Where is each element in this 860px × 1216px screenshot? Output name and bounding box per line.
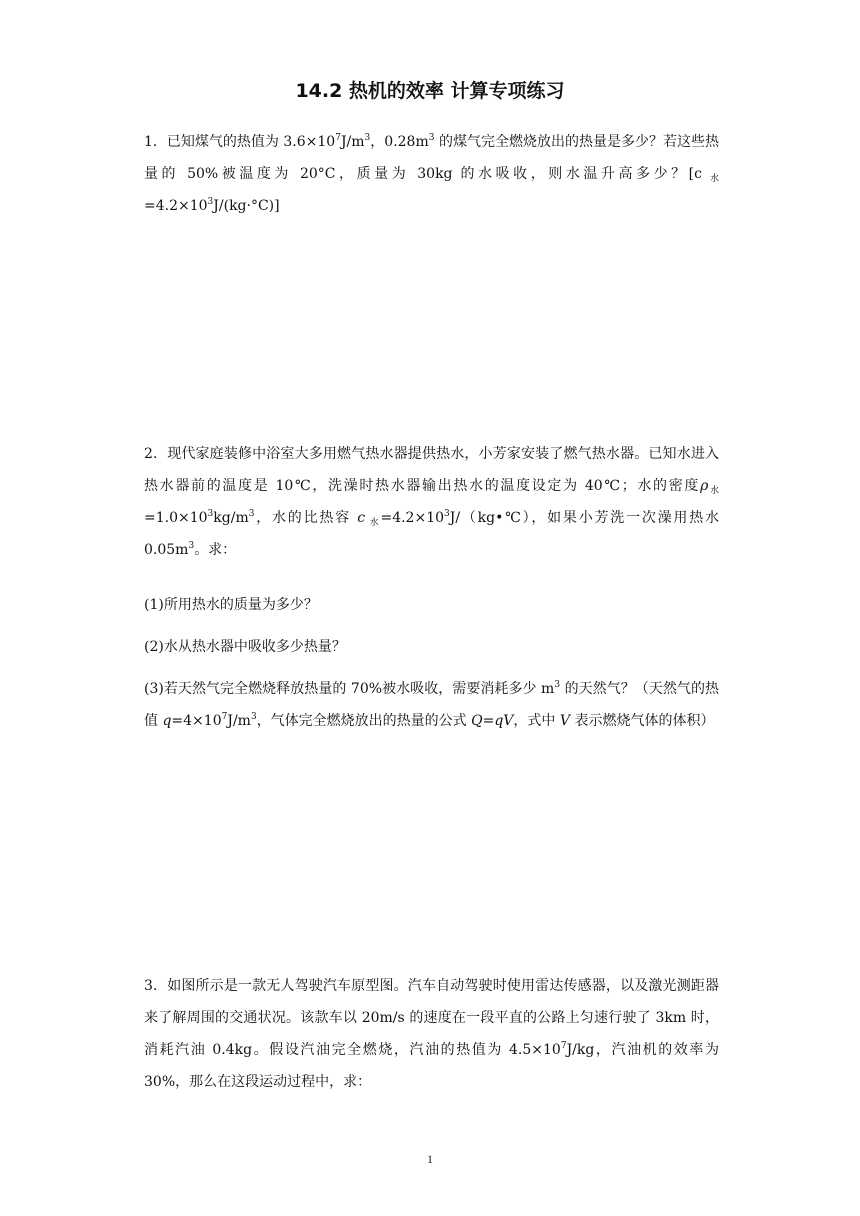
question-1: 1．已知煤气的热值为 $3.6\times 10^7J/m^3$，$0.28m^3$ 的煤气完全燃烧放出的热量是多少？若这些热量的 50%被温度为 20°C，质量为 30kg 的水吸收，则水温升高多少？[c $_水=4.2\times 10^3J/(kg\cdot^\circ C)$]	[144, 133, 719, 214]
question-2-part-1: (1)所用热水的质量为多少？	[144, 597, 318, 613]
question-2-part-3: (3)若天然气完全燃烧释放热量的 70%被水吸收，需要消耗多少 $m^3$ 的天然气？（天然气的热值 $q=4\times 10^7J/m^3$，气体完全燃烧放出的热量的公式 Q=qV，式中 V 表示燃烧气体的体积）	[144, 680, 720, 729]
question-2-part-2: (2)水从热水器中吸收多少热量？	[144, 639, 346, 655]
question-3: 3．如图所示是一款无人驾驶汽车原型图。汽车自动驾驶时使用雷达传感器，以及激光测距器来了解周围的交通状况。该款车以 20m/s 的速度在一段平直的公路上匀速行驶了 3km 时，消耗汽油 0.4kg。假设汽油完全燃烧，汽油的热值为 $4.5\times 10^7J/kg$，汽油机的效率为 30%，那么在这段运动过程中，求：	[144, 978, 719, 1090]
page-number: 1	[427, 1152, 433, 1166]
question-2: 2．现代家庭装修中浴室大多用燃气热水器提供热水，小芳家安装了燃气热水器。已知水进入热水器前的温度是 10℃，洗澡时热水器输出热水的温度设定为 40℃；水的密度$\rho_水=1.0\times 10^3kg/m^3$，水的比热容 c $_水=4.2\times 10^3J/(kg•℃)$，如果小芳洗一次澡用热水 $0.05m^3$。求：	[144, 446, 719, 558]
page-title: 14.2 热机的效率 计算专项练习	[295, 80, 565, 102]
